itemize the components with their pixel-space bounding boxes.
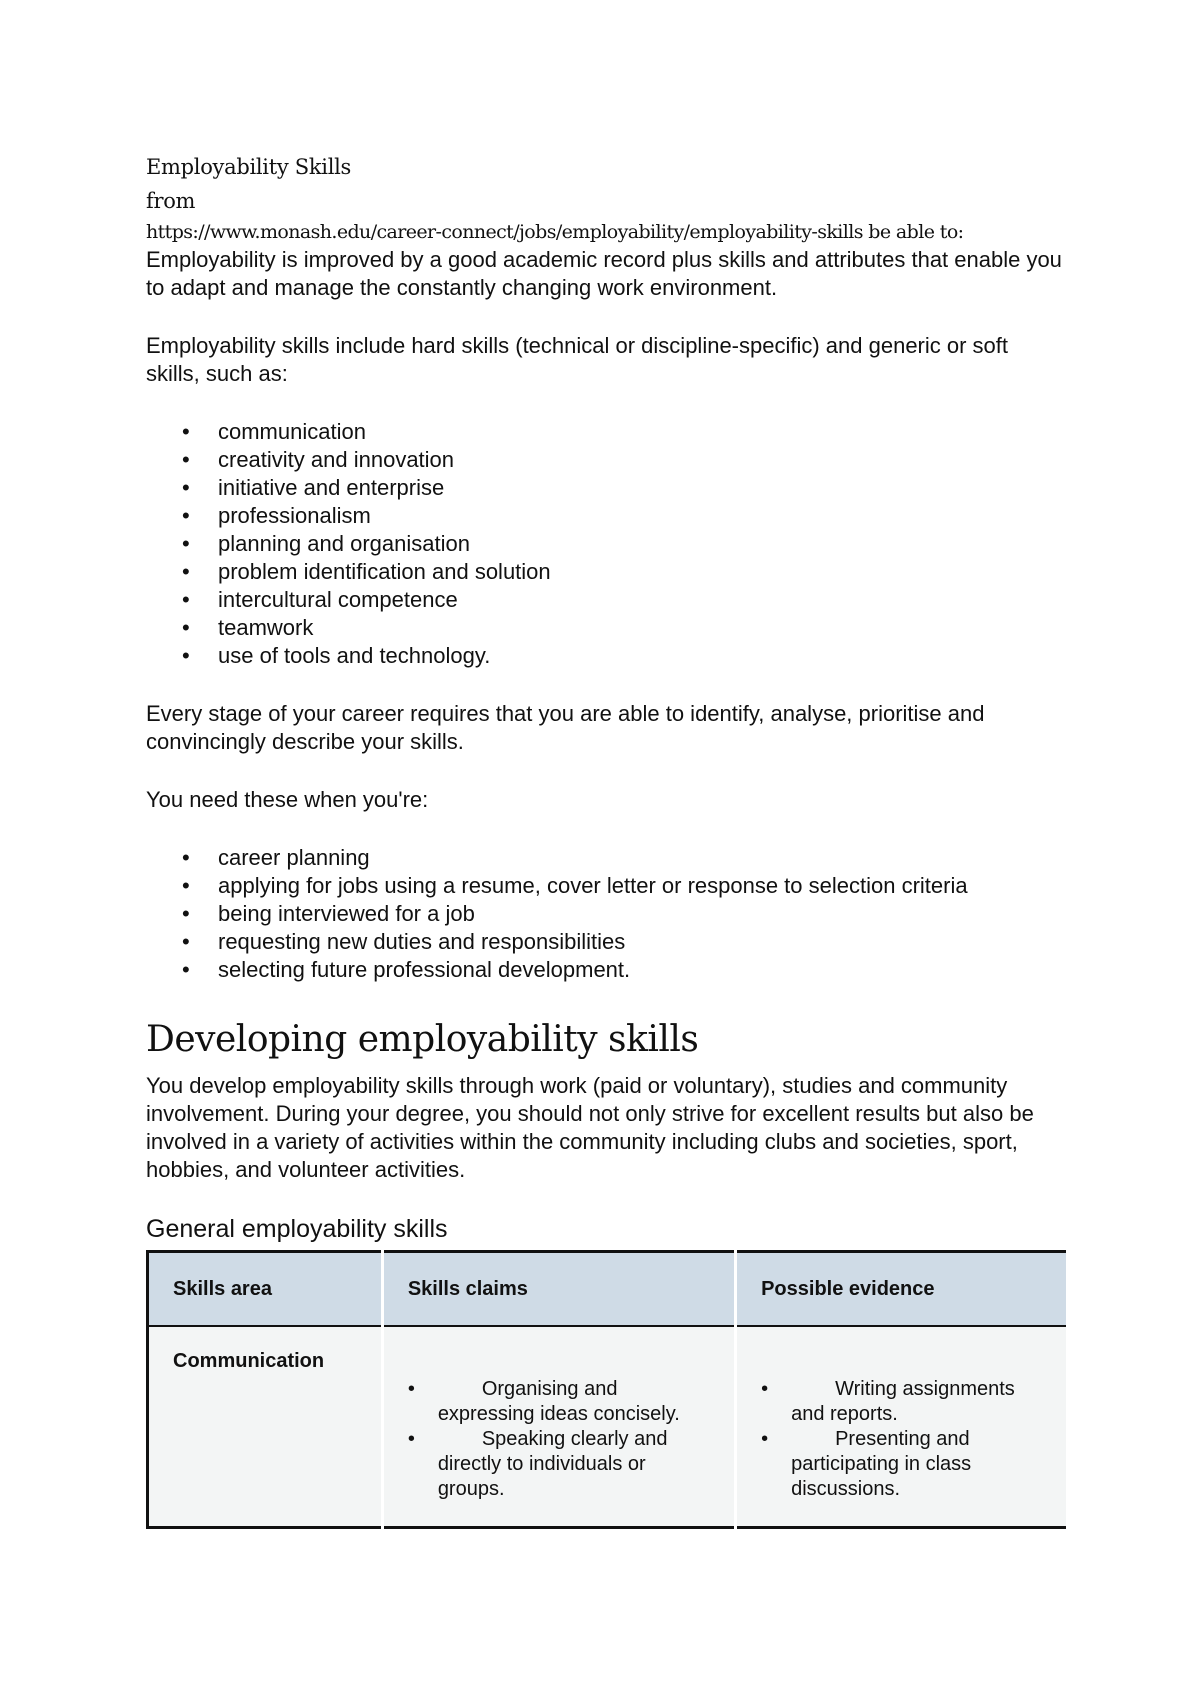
list-item: • teamwork — [218, 614, 1066, 642]
list-item: • Organising and expressing ideas concisely. — [438, 1377, 710, 1427]
list-item: • Presenting and participating in class discussions. — [791, 1427, 1042, 1502]
list-item: • Speaking clearly and directly to individuals or groups. — [438, 1427, 710, 1502]
career-stage-paragraph: Every stage of your career requires that you are able to identify, analyse, prioritise and convincingly describe your skills. — [146, 701, 985, 754]
header-skills-area: Skills area — [148, 1252, 383, 1327]
general-skills-heading: General employability skills — [146, 1215, 448, 1243]
evidence-list — [761, 1377, 1042, 1502]
skills-area-label: Communication — [173, 1350, 325, 1372]
list-item: • creativity and innovation — [218, 446, 1066, 474]
list-item: • selecting future professional development. — [218, 956, 1066, 984]
need-intro-paragraph: You need these when you're: — [146, 787, 429, 812]
skills-table — [146, 1250, 1066, 1529]
list-item: • initiative and enterprise — [218, 474, 1066, 502]
table-header-row — [148, 1252, 1067, 1327]
list-item: • intercultural competence — [218, 586, 1066, 614]
list-item: • planning and organisation — [218, 530, 1066, 558]
claims-list — [408, 1377, 710, 1502]
document-page — [146, 150, 1066, 1529]
cell-skills-area — [148, 1326, 383, 1528]
list-item: • requesting new duties and responsibilities — [218, 928, 1066, 956]
need-list — [146, 844, 1066, 984]
from-label: from — [146, 189, 196, 213]
list-item: • being interviewed for a job — [218, 900, 1066, 928]
intro-paragraph: Employability is improved by a good academic record plus skills and attributes that enable you to adapt and manage the constantly changing work environment. — [146, 247, 1062, 300]
developing-paragraph: You develop employability skills through work (paid or voluntary), studies and community involvement. During your degree, you should not only strive for excellent results but also be involved in a variety of activities within the community including clubs and societies, sport, hobbies, and volunteer activities. — [146, 1073, 1034, 1182]
list-item: • applying for jobs using a resume, cover letter or response to selection criteria — [218, 872, 1066, 900]
list-item: • Writing assignments and reports. — [791, 1377, 1042, 1427]
header-possible-evidence: Possible evidence — [736, 1252, 1066, 1327]
cell-skills-claims — [382, 1326, 735, 1528]
list-item: • career planning — [218, 844, 1066, 872]
header-skills-claims: Skills claims — [382, 1252, 735, 1327]
list-item: • use of tools and technology. — [218, 642, 1066, 670]
skills-list — [146, 418, 1066, 670]
table-row — [148, 1326, 1067, 1528]
doc-title: Employability Skills — [146, 155, 352, 179]
skills-intro-paragraph: Employability skills include hard skills (technical or discipline-specific) and generic or soft skills, such as: — [146, 333, 1009, 386]
source-url-line: https://www.monash.edu/career-connect/jobs/employability/employability-skills be able to: — [146, 221, 964, 243]
list-item: • professionalism — [218, 502, 1066, 530]
list-item: • communication — [218, 418, 1066, 446]
cell-possible-evidence — [736, 1326, 1066, 1528]
developing-heading: Developing employability skills — [146, 1019, 699, 1060]
list-item: • problem identification and solution — [218, 558, 1066, 586]
